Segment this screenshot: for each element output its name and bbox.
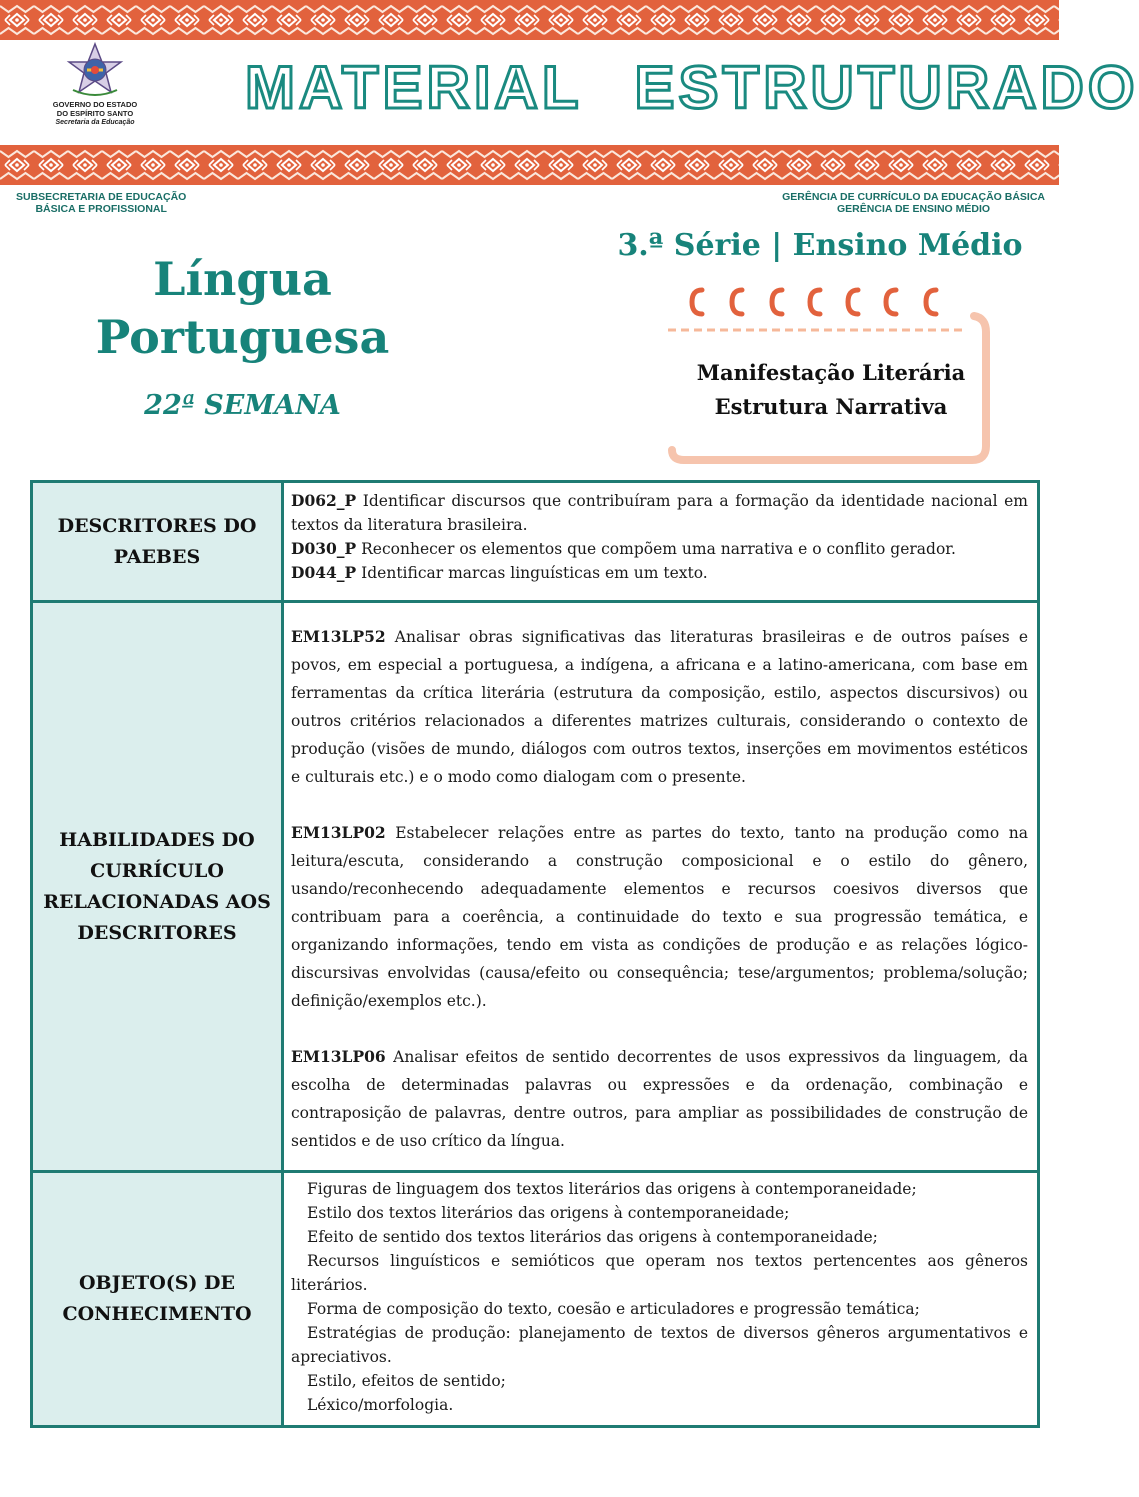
skill-item [291, 1043, 1028, 1155]
material-banner-title [245, 52, 1139, 124]
object-item: Recursos linguísticos e semióticos que operam nos textos pertencentes aos gêneros literários. [291, 1252, 1028, 1294]
seal-line-2: DO ESPÍRITO SANTO [56, 109, 134, 118]
object-item: Estilo, efeitos de sentido; [307, 1372, 506, 1390]
object-item: Estilo dos textos literários das origens à contemporaneidade; [307, 1204, 790, 1222]
zigzag-pattern-icon [0, 145, 1059, 185]
top-decorative-band [0, 0, 1059, 40]
skill-code: EM13LP52 [291, 627, 386, 646]
subject-title [60, 250, 425, 366]
gerencia-line-1: GERÊNCIA DE CURRÍCULO DA EDUCAÇÃO BÁSICA [782, 191, 1045, 203]
object-item: Efeito de sentido dos textos literários das origens à contemporaneidade; [307, 1228, 878, 1246]
descriptor-text: Identificar discursos que contribuíram para a formação da identidade nacional em textos da literatura brasileira. [291, 492, 1028, 534]
state-seal [50, 42, 140, 127]
banner-word-estruturado: ESTRUTURADO [634, 54, 1139, 121]
seal-line-1: GOVERNO DO ESTADO [52, 100, 138, 109]
object-item: Léxico/morfologia. [307, 1396, 454, 1414]
descriptor-code: D044_P [291, 563, 357, 582]
table-row [32, 482, 1039, 602]
descriptor-text: Identificar marcas linguísticas em um texto. [356, 564, 708, 582]
skill-code: EM13LP06 [291, 1047, 386, 1066]
week-label: 22ª SEMANA [144, 390, 341, 421]
skill-text: Estabelecer relações entre as partes do texto, tanto na produção como na leitura/escuta, considerando a construção composicional e o estilo do gênero, usando/reconhecendo adequadamente elementos e recursos coesivos diversos que contribuam para a coerência, a continuidade do texto e sua progressão temática, e organizando informações, tendo em vista as condições de produção e as relações lógico-discursivas envolvidas (causa/efeito ou consequência; tese/argumentos; problema/solução; definição/exemplos etc.). [291, 824, 1028, 1010]
object-item: Figuras de linguagem dos textos literários das origens à contemporaneidade; [307, 1180, 917, 1198]
table-row [32, 1172, 1039, 1427]
topic-title [676, 356, 986, 424]
banner-word-material: MATERIAL [245, 54, 583, 121]
object-item: Forma de composição do texto, coesão e articuladores e progressão temática; [307, 1300, 920, 1318]
objetos-label: OBJETO(S) DE CONHECIMENTO [32, 1172, 283, 1427]
gerencia-label [782, 191, 1045, 215]
subject-line-1: Língua [153, 252, 332, 306]
descriptor-code: D062_P [291, 491, 357, 510]
skill-text: Analisar obras significativas das literaturas brasileiras e de outros países e povos, em especial a portuguesa, a indígena, a africana e a latino-americana, com base em ferramentas da crítica literária (estrutura da composição, estilo, aspectos discursivos) ou outros critérios relacionados a diferentes matrizes culturais, considerando o contexto de produção (visões de mundo, diálogos com outros textos, inserções em movimentos estéticos e culturais etc.) e o modo como dialogam com o presente. [291, 628, 1028, 786]
skill-item [291, 623, 1028, 791]
object-item: Estratégias de produção: planejamento de textos de diversos gêneros argumentativos e apreciativos. [291, 1324, 1028, 1366]
descritores-content [283, 482, 1039, 602]
coat-of-arms-icon [65, 42, 125, 100]
gerencia-line-2: GERÊNCIA DE ENSINO MÉDIO [837, 203, 991, 215]
zigzag-pattern-icon [0, 0, 1059, 40]
topic-line-1: Manifestação Literária [696, 360, 966, 385]
descriptor-code: D030_P [291, 539, 357, 558]
descriptor-item [291, 561, 1028, 585]
objetos-content [283, 1172, 1039, 1427]
serie-label: 3.ª Série | Ensino Médio [617, 228, 1023, 263]
habilidades-label: HABILIDADES DO CURRÍCULO RELACIONADAS AOS DESCRITORES [32, 602, 283, 1172]
subsecretaria-label [16, 191, 186, 215]
subsecretaria-line-2: BÁSICA E PROFISSIONAL [35, 203, 167, 215]
seal-line-3: Secretaria da Educação [55, 119, 135, 126]
habilidades-content [283, 602, 1039, 1172]
topic-line-2: Estrutura Narrativa [714, 394, 948, 419]
curriculum-table [30, 480, 1040, 1428]
descritores-label: DESCRITORES DO PAEBES [32, 482, 283, 602]
skill-item [291, 819, 1028, 1015]
middle-decorative-band [0, 145, 1059, 185]
descriptor-item [291, 489, 1028, 537]
subject-line-2: Portuguesa [95, 310, 390, 364]
skill-code: EM13LP02 [291, 823, 386, 842]
descriptor-text: Reconhecer os elementos que compõem uma narrativa e o conflito gerador. [356, 540, 956, 558]
skill-text: Analisar efeitos de sentido decorrentes de usos expressivos da linguagem, da escolha de determinadas palavras ou expressões e da ordenação, combinação e contraposição de palavras, dentre outros, para ampliar as possibilidades de construção de sentidos e de uso crítico da língua. [291, 1048, 1028, 1150]
table-row [32, 602, 1039, 1172]
subsecretaria-line-1: SUBSECRETARIA DE EDUCAÇÃO [16, 191, 187, 203]
descriptor-item [291, 537, 1028, 561]
